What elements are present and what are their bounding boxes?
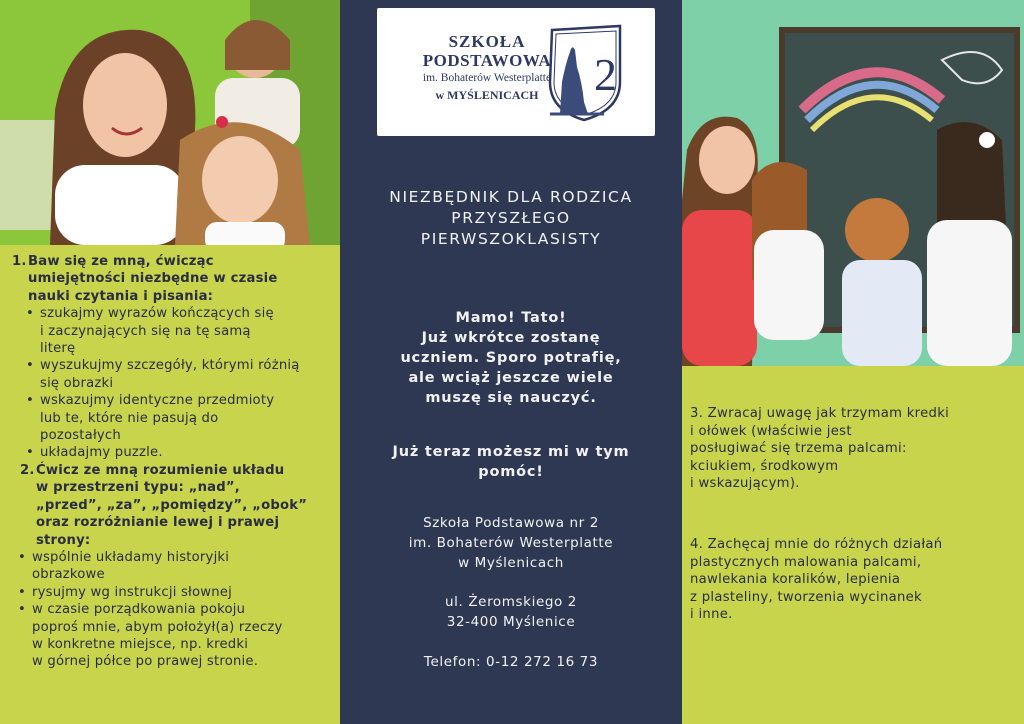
left-panel: [0, 0, 340, 724]
tip-2-bullet: • rysujmy wg instrukcji słownej: [18, 584, 232, 600]
logo-line-3: im. Bohaterów Westerplatte: [422, 72, 552, 84]
tip-2-bullet: • wspólnie układamy historyjki obrazkowe: [18, 549, 230, 583]
logo-line-2: PODSTAWOWA: [422, 51, 552, 70]
page-title: NIEZBĘDNIK DLA RODZICA PRZYSZŁEGO PIERWSZOKLASISTY: [389, 188, 633, 248]
help-message: Już teraz możesz mi w tym pomóc!: [392, 444, 630, 480]
child-message: Mamo! Tato! Już wkrótce zostanę uczniem. Sporo potrafię, ale wciąż jeszcze wiele muszę się nauczyć.: [400, 310, 622, 406]
children-at-blackboard-photo: [682, 0, 1024, 366]
shield-emblem-icon: [542, 22, 627, 122]
school-address: ul. Żeromskiego 2 32-400 Myślenice: [445, 594, 577, 630]
blackboard-illustration: [682, 0, 1024, 366]
teacher-and-girl-photo: [0, 0, 340, 245]
school-logo: [377, 8, 655, 136]
tip-1-heading: 1.Baw się ze mną, ćwicząc umiejętności niezbędne w czasie nauki czytania i pisania:: [12, 254, 278, 304]
logo-number: 2: [594, 49, 617, 100]
school-phone: Telefon: 0-12 272 16 73: [423, 654, 599, 670]
tip-1-bullet: • szukajmy wyrazów kończących się i zaczynających się na tę samą literę: [26, 306, 274, 357]
school-name: Szkoła Podstawowa nr 2 im. Bohaterów Westerplatte w Myślenicach: [408, 515, 614, 571]
left-tips: [0, 245, 340, 724]
tip-1-bullet: • układajmy puzzle.: [26, 445, 163, 461]
middle-panel: [340, 0, 682, 724]
right-panel: [682, 0, 1024, 724]
tip-1-bullet: • wskazujmy identyczne przedmioty lub te, które nie pasują do pozostałych: [26, 393, 275, 444]
tip-1-bullet: • wyszukujmy szczegóły, którymi różnią się obrazki: [26, 358, 300, 391]
logo-line-1: SZKOŁA: [448, 32, 526, 51]
logo-line-4: w MYŚLENICACH: [435, 88, 539, 102]
tip-2-bullet: • w czasie porządkowania pokoju poproś mnie, abym położył(a) rzeczy w konkretne miejsce, np. kredki w górnej półce po prawej stronie.: [18, 602, 283, 670]
teacher-and-girl-illustration: [0, 0, 340, 245]
tip-3: 3. Zwracaj uwagę jak trzymam kredki i ołówek (właściwie jest posługiwać się trzema palcami: kciukiem, środkowym i wskazującym).: [690, 406, 950, 491]
tip-4: 4. Zachęcaj mnie do różnych działań plastycznych malowania palcami, nawlekania koralików, lepienia z plasteliny, tworzenia wycinanek i inne.: [690, 537, 943, 622]
tip-2-heading: 2.Ćwicz ze mną rozumienie układu w przestrzeni typu: „nad”, „przed”, „za”, „pomiędzy”, „obok” oraz rozróżnianie lewej i prawej strony:: [20, 462, 308, 548]
